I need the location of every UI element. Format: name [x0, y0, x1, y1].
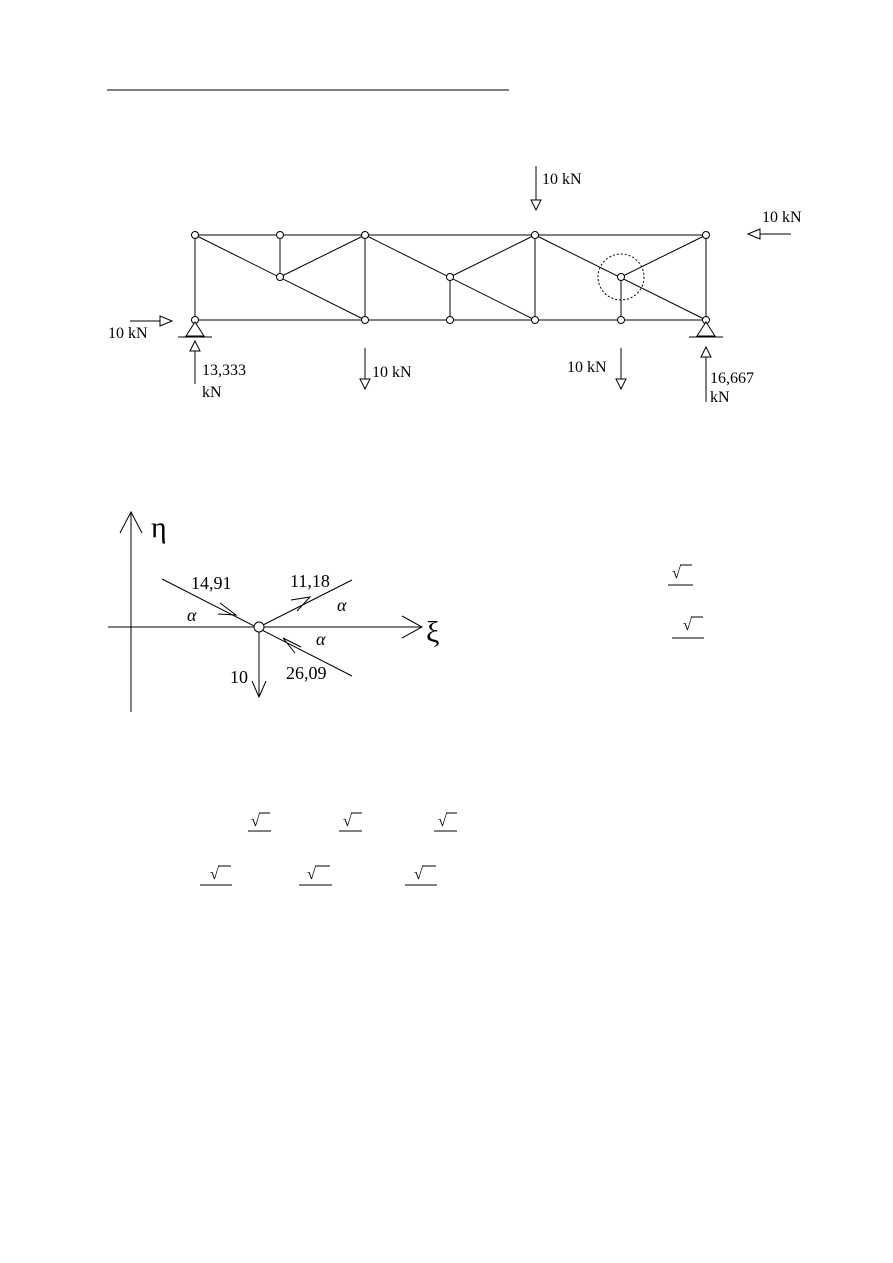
right-support [689, 322, 723, 337]
angle-label: α [187, 605, 197, 625]
truss-node [277, 232, 284, 239]
left-load-label: 10 kN [108, 325, 148, 342]
truss-node [703, 232, 710, 239]
bottom-left-load-arrow [360, 348, 370, 389]
xi-axis-label: ξ [426, 616, 440, 649]
truss-node [618, 317, 625, 324]
node-equilibrium-diagram [108, 511, 439, 712]
diagonal-member [621, 235, 706, 277]
force-label-upper-right: 11,18 [290, 571, 330, 591]
right-reaction-value: 16,667 [710, 370, 754, 387]
right-load-arrow [748, 229, 791, 239]
angle-label: α [337, 595, 347, 615]
truss-diagram [108, 166, 802, 406]
left-reaction-unit: kN [202, 384, 222, 401]
angle-label: α [316, 629, 326, 649]
truss-node [362, 317, 369, 324]
truss-node [362, 232, 369, 239]
bottom-right-load-arrow [616, 348, 626, 389]
radical-sign: √ [683, 617, 692, 634]
truss-node [447, 317, 454, 324]
right-load-label: 10 kN [762, 209, 802, 226]
radical-sign: √ [414, 866, 423, 883]
left-reaction-value: 13,333 [202, 362, 246, 379]
diagonal-member [450, 235, 535, 277]
left-reaction-arrow [190, 341, 200, 384]
radical-sign: √ [251, 813, 260, 830]
diagonal-member [280, 235, 365, 277]
bottom-left-load-label: 10 kN [372, 364, 412, 381]
radical-sign: √ [343, 813, 352, 830]
force-label-upper-left: 14,91 [191, 573, 232, 593]
force-label-lower-right: 26,09 [286, 663, 327, 683]
truss-node [532, 317, 539, 324]
truss-node [192, 232, 199, 239]
top-load-label: 10 kN [542, 171, 582, 188]
force-label-down: 10 [230, 667, 248, 687]
radical-sign: √ [210, 866, 219, 883]
radical-sign: √ [307, 866, 316, 883]
equilibrium-node [254, 622, 264, 632]
top-load-arrow [531, 166, 541, 210]
left-support [178, 322, 212, 337]
radical-sign: √ [672, 565, 681, 582]
truss-node [618, 274, 625, 281]
truss-node [532, 232, 539, 239]
truss-node [277, 274, 284, 281]
right-reaction-unit: kN [710, 389, 730, 406]
bottom-right-load-label: 10 kN [567, 359, 607, 376]
eta-axis-label: η [151, 511, 167, 544]
truss-node [447, 274, 454, 281]
radical-sign: √ [438, 813, 447, 830]
formula-fragments [200, 565, 704, 885]
